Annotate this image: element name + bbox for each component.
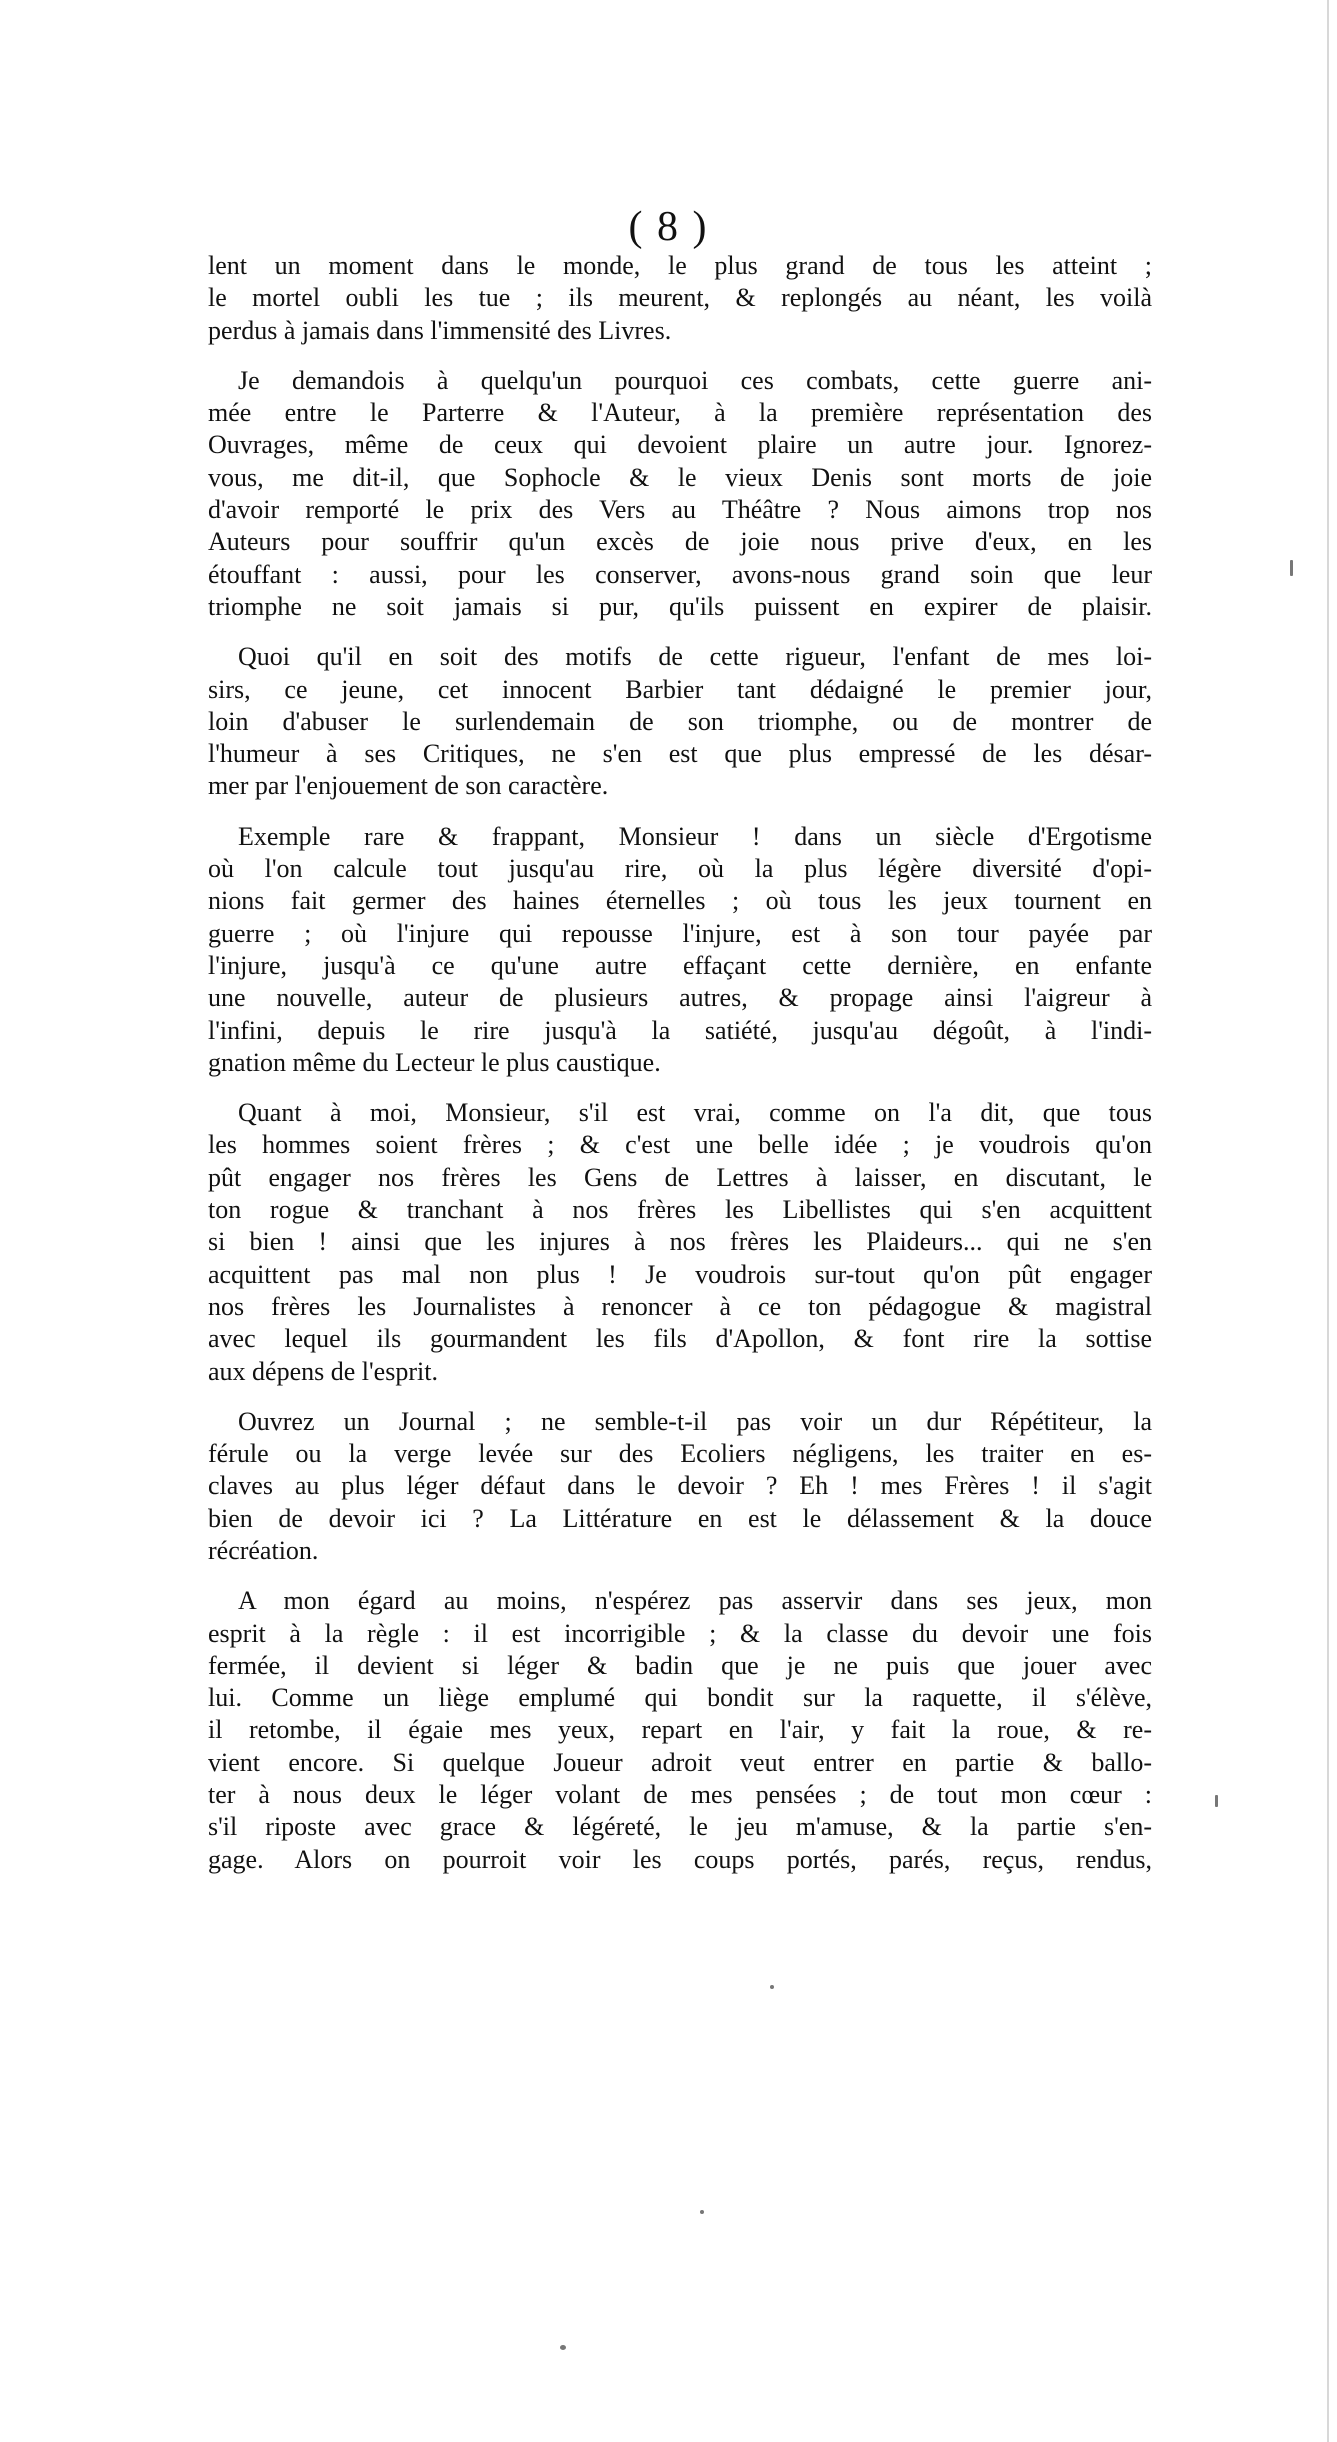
paragraph (208, 365, 1152, 623)
text-line: le mortel oubli les tue ; ils meurent, & replongés au néant, les voilà (208, 283, 1152, 313)
text-line: Quant à moi, Monsieur, s'il est vrai, comme on l'a dit, que tous (238, 1098, 1152, 1128)
text-line: gage. Alors on pourroit voir les coups portés, parés, reçus, rendus, (208, 1844, 1152, 1874)
text-line: une nouvelle, auteur de plusieurs autres, & propage ainsi l'aigreur à (208, 983, 1152, 1013)
text-line: lent un moment dans le monde, le plus grand de tous les atteint ; (208, 251, 1152, 280)
text-line: lui. Comme un liège emplumé qui bondit sur la raquette, il s'élève, (208, 1683, 1152, 1713)
text-line: aux dépens de l'esprit. (208, 1356, 438, 1386)
text-line: vous, me dit-il, que Sophocle & le vieux Denis sont morts de joie (208, 462, 1152, 492)
text-line: loin d'abuser le surlendemain de son triomphe, ou de montrer de (208, 706, 1152, 736)
text-line: acquittent pas mal non plus ! Je voudrois sur-tout qu'on pût engager (208, 1259, 1152, 1289)
text-line: Exemple rare & frappant, Monsieur ! dans un siècle d'Ergotisme (238, 821, 1152, 851)
text-line: claves au plus léger défaut dans le devoir ? Eh ! mes Frères ! il s'agit (208, 1471, 1152, 1501)
text-line: Je demandois à quelqu'un pourquoi ces combats, cette guerre ani- (238, 365, 1152, 395)
text-line: mée entre le Parterre & l'Auteur, à la première représentation des (208, 398, 1152, 428)
page-edge (1327, 0, 1329, 2442)
text-line: nos frères les Journalistes à renoncer à ce ton pédagogue & magistral (208, 1291, 1152, 1321)
body-text (208, 250, 1152, 1894)
text-line: l'injure, jusqu'à ce qu'une autre effaçant cette dernière, en enfante (208, 950, 1152, 980)
text-line: s'il riposte avec grace & légéreté, le jeu m'amuse, & la partie s'en- (208, 1812, 1152, 1842)
scan-speck (560, 2345, 566, 2350)
paragraph (208, 250, 1152, 347)
text-line: Auteurs pour souffrir qu'un excès de joie nous prive d'eux, en les (208, 527, 1152, 557)
text-line: esprit à la règle : il est incorrigible ; & la classe du devoir une fois (208, 1618, 1152, 1648)
text-line: férule ou la verge levée sur des Ecoliers négligens, les traiter en es- (208, 1439, 1152, 1469)
text-line: étouffant : aussi, pour les conserver, avons-nous grand soin que leur (208, 559, 1152, 589)
text-line: Ouvrages, même de ceux qui devoient plaire un autre jour. Ignorez- (208, 430, 1152, 460)
text-line: gnation même du Lecteur le plus caustique. (208, 1047, 661, 1077)
text-line: guerre ; où l'injure qui repousse l'injure, est à son tour payée par (208, 918, 1152, 948)
paragraph (208, 1406, 1152, 1567)
text-line: ter à nous deux le léger volant de mes pensées ; de tout mon cœur : (208, 1780, 1152, 1810)
paragraph (208, 1585, 1152, 1876)
text-line: Quoi qu'il en soit des motifs de cette rigueur, l'enfant de mes loi- (238, 642, 1152, 672)
text-line: les hommes soient frères ; & c'est une belle idée ; je voudrois qu'on (208, 1130, 1152, 1160)
text-line: avec lequel ils gourmandent les fils d'Apollon, & font rire la sottise (208, 1324, 1152, 1354)
page-number: ( 8 ) (628, 204, 709, 250)
text-line: nions fait germer des haines éternelles ; où tous les jeux tournent en (208, 886, 1152, 916)
text-line: il retombe, il égaie mes yeux, repart en l'air, y fait la roue, & re- (208, 1715, 1152, 1745)
text-line: mer par l'enjouement de son caractère. (208, 771, 609, 801)
text-line: où l'on calcule tout jusqu'au rire, où la plus légère diversité d'opi- (208, 854, 1152, 884)
paragraph (208, 821, 1152, 1079)
text-line: d'avoir remporté le prix des Vers au Théâtre ? Nous aimons trop nos (208, 495, 1152, 525)
scan-speck (770, 1985, 774, 1989)
text-line: récréation. (208, 1535, 319, 1565)
text-line: l'humeur à ses Critiques, ne s'en est que plus empressé de les désar- (208, 739, 1152, 769)
scan-speck (1215, 1795, 1218, 1807)
text-line: pût engager nos frères les Gens de Lettres à laisser, en discutant, le (208, 1162, 1152, 1192)
text-line: fermée, il devient si léger & badin que je ne puis que jouer avec (208, 1650, 1152, 1680)
text-line: sirs, ce jeune, cet innocent Barbier tant dédaigné le premier jour, (208, 674, 1152, 704)
text-line: l'infini, depuis le rire jusqu'à la satiété, jusqu'au dégoût, à l'indi- (208, 1015, 1152, 1045)
scan-speck (1290, 560, 1293, 576)
text-line: A mon égard au moins, n'espérez pas asservir dans ses jeux, mon (238, 1586, 1152, 1616)
text-line: si bien ! ainsi que les injures à nos frères les Plaideurs... qui ne s'en (208, 1227, 1152, 1257)
text-line: triomphe ne soit jamais si pur, qu'ils puissent en expirer de plaisir. (208, 591, 1152, 621)
text-line: vient encore. Si quelque Joueur adroit veut entrer en partie & ballo- (208, 1747, 1152, 1777)
text-line: perdus à jamais dans l'immensité des Livres. (208, 315, 672, 345)
scan-speck (700, 2210, 704, 2214)
paragraph (208, 1097, 1152, 1388)
paragraph (208, 641, 1152, 802)
text-line: Ouvrez un Journal ; ne semble-t-il pas voir un dur Répétiteur, la (238, 1406, 1152, 1436)
text-line: ton rogue & tranchant à nos frères les Libellistes qui s'en acquittent (208, 1195, 1152, 1225)
text-line: bien de devoir ici ? La Littérature en est le délassement & la douce (208, 1503, 1152, 1533)
